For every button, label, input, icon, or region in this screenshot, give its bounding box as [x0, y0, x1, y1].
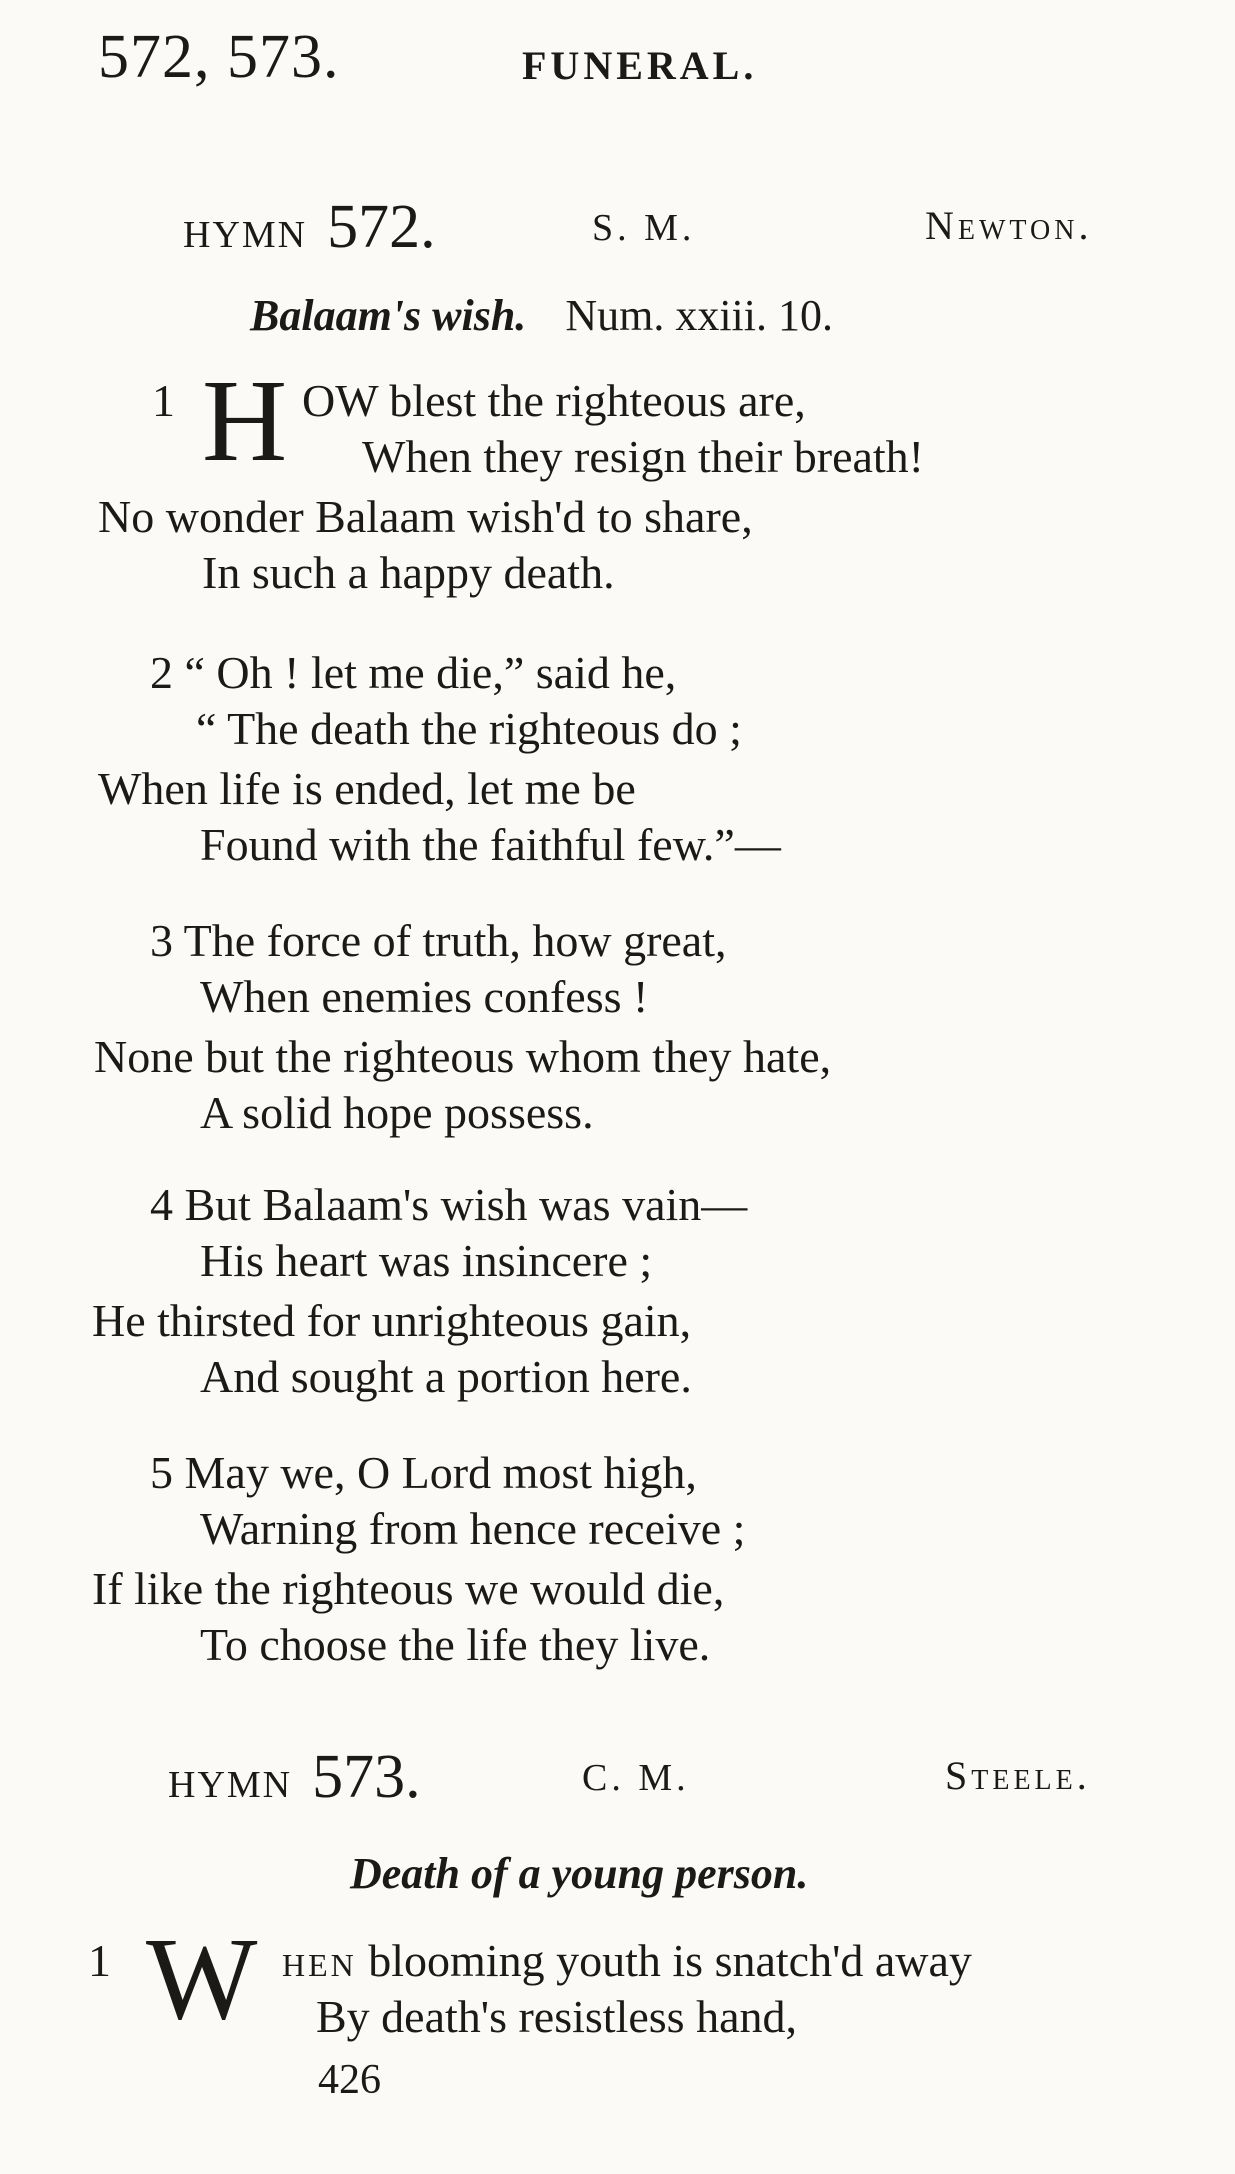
verse-line: 4 But Balaam's wish was vain—	[150, 1179, 748, 1230]
verse-line: By death's resistless hand,	[316, 1991, 798, 2042]
verse-number: 1	[152, 375, 175, 426]
hymn-number: 572.	[327, 193, 436, 261]
verse-line: 5 May we, O Lord most high,	[150, 1447, 697, 1498]
verse-line: When enemies confess !	[200, 971, 649, 1022]
drop-cap: H	[202, 355, 288, 486]
hymn-label: HYMN	[183, 214, 308, 256]
verse-line: And sought a portion here.	[200, 1351, 692, 1402]
verse-line: OW blest the righteous are,	[302, 375, 806, 426]
verse-line: No wonder Balaam wish'd to share,	[98, 491, 753, 542]
verse-line: He thirsted for unrighteous gain,	[92, 1295, 692, 1346]
hymn-number: 573.	[312, 1743, 421, 1811]
verse-line: None but the righteous whom they hate,	[94, 1031, 832, 1082]
hymn-572-author: Newton.	[925, 203, 1093, 248]
hymn-573-heading	[168, 1742, 421, 1813]
hymn-573-author: Steele.	[945, 1753, 1091, 1798]
verse-line: His heart was insincere ;	[200, 1235, 653, 1286]
page-folio: 426	[318, 2057, 381, 2103]
drop-cap: W	[146, 1913, 258, 2044]
verse-line: When they resign their breath!	[362, 431, 924, 482]
verse-line-rest: blooming youth is snatch'd away	[368, 1935, 972, 1986]
hymn-573-meter: C. M.	[582, 1757, 690, 1799]
smallcaps-word: HEN	[282, 1947, 357, 1983]
subtitle-text: Balaam's wish.	[250, 291, 527, 340]
verse-line: To choose the life they live.	[200, 1619, 711, 1670]
verse-line: When life is ended, let me be	[98, 763, 636, 814]
verse-line: 2 “ Oh ! let me die,” said he,	[150, 647, 677, 698]
verse-line: Warning from hence receive ;	[200, 1503, 746, 1554]
verse-line: A solid hope possess.	[200, 1087, 594, 1138]
verse-number: 1	[88, 1935, 111, 1986]
hymn-573-subtitle: Death of a young person.	[350, 1849, 809, 1898]
hymn-572-meter: S. M.	[592, 207, 696, 249]
header-section-title: FUNERAL.	[522, 43, 758, 88]
verse-line	[282, 1935, 972, 1986]
verse-line: In such a happy death.	[202, 547, 615, 598]
verse-line: 3 The force of truth, how great,	[150, 915, 727, 966]
hymn-label: HYMN	[168, 1764, 293, 1806]
scripture-reference: Num. xxiii. 10.	[565, 291, 833, 340]
verse-line: “ The death the righteous do ;	[196, 703, 742, 754]
header-page-numbers: 572, 573.	[98, 23, 340, 91]
hymn-572-heading	[183, 192, 436, 263]
hymn-572-subtitle	[250, 290, 833, 341]
verse-line: If like the righteous we would die,	[92, 1563, 725, 1614]
verse-line: Found with the faithful few.”—	[200, 819, 781, 870]
